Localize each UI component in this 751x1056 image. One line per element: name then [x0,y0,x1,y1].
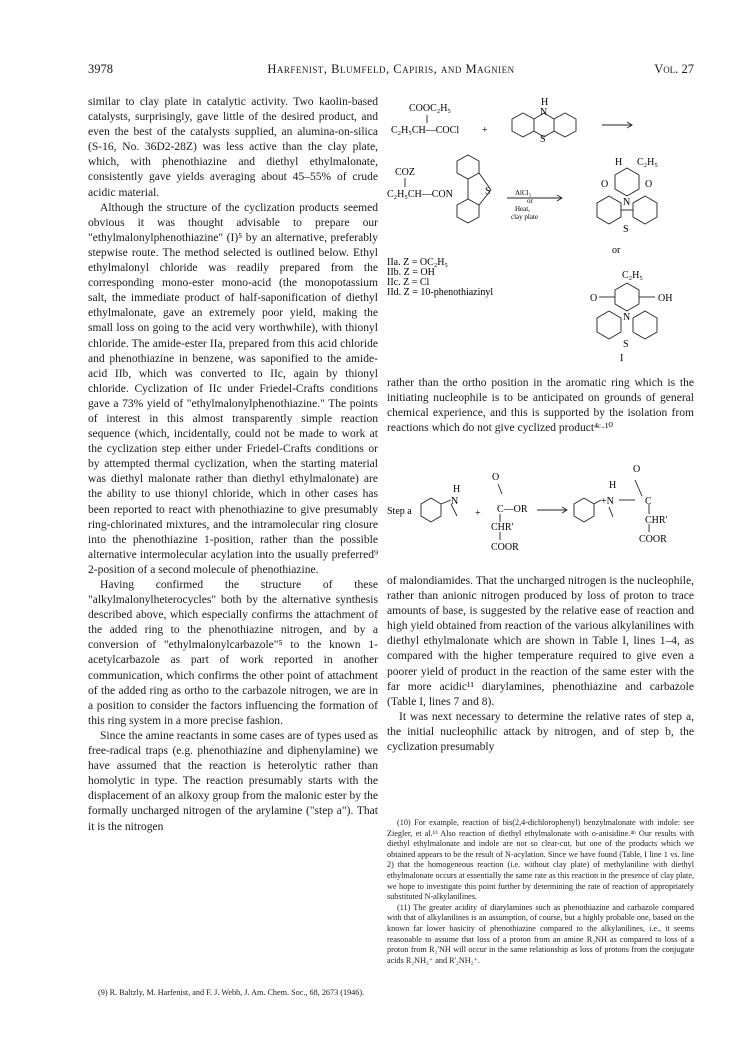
keto-ethyl-label: C₂H₅ [637,157,658,168]
reagent-acid-chloride-label: C₂H₅CH—COCl [391,125,460,136]
step-a-label: Step a [387,506,412,517]
condition-alcl3: AlCl₃ [515,189,532,197]
keto-s-label: S [623,224,629,235]
keto-n-label: N [623,197,631,208]
step-a-chr: CHR' [491,522,514,533]
right-column-bottom [387,574,694,755]
step-a-plus-n: +N [601,496,614,507]
amide-chain-label: C₂H₅CH—CON [387,189,453,200]
footnote-10: (10) For example, reaction of bis(2,4-dichlorophenyl) benzylmalonate with indole: see Ziegler, et al.¹³ Also reaction of diethyl ethylmalonate with o-anisidine.⁴ᵇ Our results with diethyl ethylmalonate and indole are not so clear-cut, but one of the products which we obtained appears to be the result of N-acylation. Since we have found (Table, I line 1 vs. line 2) that the homogeneous reaction (i.e. without clay plate) of methylaniline with diethyl ethylmalonate occurs at essentially the same rate as this reaction in the presence of clay plate, we hope to investigate this point further by determining the rate of reaction of appropriately substituted N-alkylanilines. [387,818,694,902]
phenothiazine-n-label: N [540,107,548,118]
step-a-coor2: COOR [639,534,667,545]
step-a-c2: C [645,496,652,507]
plus-sign: + [482,125,488,136]
footnote-9 [88,988,378,999]
running-header [88,62,694,78]
step-a-h1: H [453,484,461,495]
step-a-o2: O [633,464,641,475]
right-column-top [387,376,694,436]
enol-oh-label: OH [658,293,673,304]
amide-z-label: COZ [395,167,415,178]
step-a-n1: N [451,496,459,507]
or-label: or [612,245,621,256]
reaction-scheme-step-a [387,452,694,557]
keto-o2-label: O [645,179,653,190]
paragraph: similar to clay plate in catalytic activity. Two kaolin-based catalysts, surprisingly, gave little of the desired product, and even the best of the catalysts supplied, an alumina-on-silica (S-16, No. 36D2-28Z) was less active than the clay plate, which, with phenothiazine and diethyl ethylmalonate, consistently gave yields averaging about 45–55% of crude acidic material. [88,96,378,199]
condition-clay-plate: clay plate [511,213,539,221]
step-a-o1: O [492,472,500,483]
enol-s-label: S [623,339,629,350]
enol-n-label: N [623,312,631,323]
footnote-11: (11) The greater acidity of diarylamines such as phenothiazine and carbazole compared with that of alkylanilines is an assumption, of course, but a highly probable one, based on the known far lower basicity of phenothiazine compared to the alkylanilines, i.e., it seems reasonable to assume that loss of a proton from an amine R₂NH as compared to loss of a proton from R₂'NH will occur in the same relationship as loss of protons from the conjugate acids R₂NH₂⁺ and R'₂NH₂⁺. [387,902,694,965]
step-a-c-or: C—OR [497,504,528,515]
footnotes-right [387,818,694,966]
footnote-text: (9) R. Baltzly, M. Harfenist, and F. J. Webb, J. Am. Chem. Soc., 68, 2673 (1946). [98,988,365,997]
paragraph: of malondiamides. That the uncharged nitrogen is the nucleophile, rather than anionic nitrogen produced by loss of proton to trace amounts of base, is suggested by the relative ease of reaction and high yield obtained from reaction of the various alkylanilines with diethyl ethylmalonate which are shown in Table I, lines 1–4, as compared with the higher temperature required to give even a poorer yield of product in the reaction of the same ester with the far more acidic¹¹ diarylamines, phenothiazine and carbazole (Table I, lines 7 and 8). [387,575,694,708]
paragraph: rather than the ortho position in the aromatic ring which is the initiating nucleophile is to be anticipated on grounds of general chemical experience, and this is supported by the isolation from reactions which do not give cyclized product⁴ᶜ·¹⁰ [387,377,694,435]
step-a-plus: + [475,508,481,519]
left-column [88,95,378,835]
volume-label: Vol. 27 [654,62,694,76]
paragraph: It was next necessary to determine the relative rates of step a, the initial nucleophilic attack by nitrogen, and of step b, the cyclization presumably [387,710,694,754]
enol-ethyl-label: C₂H₅ [622,270,643,281]
condition-or: or [527,197,533,205]
legend-iid: IId. Z = 10-phenothiazinyl [387,287,494,298]
paragraph: Although the structure of the cyclization products seemed obvious it was thought advisable to prepare our "ethylmalonylphenothiazine" (I)⁵ by an alternative, preferably stepwise route. The method selected is outlined below. Ethyl ethylmalonyl chloride was readily prepared from the corresponding mono-ester mono-acid (the monopotassium salt, the immediate product of half-saponification of diethyl ethylmalonate, gave an extremely poor yield, making the small loss on going to the acid very worthwhile), with thionyl chloride. The amide-ester IIa, prepared from this acid chloride and phenothiazine in benzene, was saponified to the amide-acid IIb, which was converted to IIc, again by thionyl chloride. Cyclization of IIc under Friedel-Crafts conditions gave a 73% yield of "ethylmalonylphenothiazine." The points of interest in this almost transparently simple reaction sequence (which, incidentally, could not be made to work at the cyclization step either under Friedel-Crafts conditions or by attempted thermal cyclization, when the starting material was diethyl malonate rather than diethyl ethylmalonate) are the ability to use thionyl chloride, which in other cases has been reported to react with phenothiazine to give presumably ring-chlorinated mixtures, and the intramolecular ring closure into the phenothiazine 1-position, rather than the possible alternative intermolecular acylation into the usually preferred⁹ 2-position of a second molecule of phenothiazine. [88,201,378,576]
phenothiazine-s-label: S [540,134,546,145]
step-a-chr2: CHR' [645,515,668,526]
page-number: 3978 [88,62,113,76]
legend-iib: IIb. Z = OH [387,267,435,278]
keto-o1-label: O [601,179,609,190]
legend-iic: IIc. Z = Cl [387,277,430,288]
paragraph: Since the amine reactants in some cases are of types used as free-radical traps (e.g. phenothiazine and diphenylamine) we have assumed that the reaction is heterolytic rather than homolytic in type. The reaction presumably starts with the displacement of an alkoxy group from the malonic ester by the formally uncharged nitrogen of the arylamine ("step a"). That it is the nitrogen [88,729,378,833]
enol-o-label: O [590,293,598,304]
reagent-ester-label: COOC₂H₅ [409,103,451,114]
running-title: Harfenist, Blumfeld, Capiris, and Magnien [267,62,515,76]
condition-heat: Heat, [515,205,530,213]
reaction-scheme-1 [387,95,694,365]
compound-i-label: I [620,353,624,364]
step-a-h2: H [609,480,617,491]
step-a-coor: COOR [491,542,519,553]
phenothiazine-h-label: H [541,97,549,108]
paragraph: Having confirmed the structure of these "alkylmalonylheterocycles" both by the alternative synthesis described above, which especially confirms the attachment of the added ring to the phenothiazine nitrogen, and by a conversion of "ethylmalonylcarbazole"⁵ to the known 1-acetylcarbazole as part of work reported in another communication, which confirms the other point of attachment of the added ring as ortho to the carbazole nitrogen, we are in a position to consider the factors influencing the formation of this ring system in a more precise fashion. [88,579,378,727]
legend-iia: IIa. Z = OC₂H₅ [387,257,448,268]
keto-h-label: H [615,157,623,168]
amide-s-label: S [485,186,491,197]
